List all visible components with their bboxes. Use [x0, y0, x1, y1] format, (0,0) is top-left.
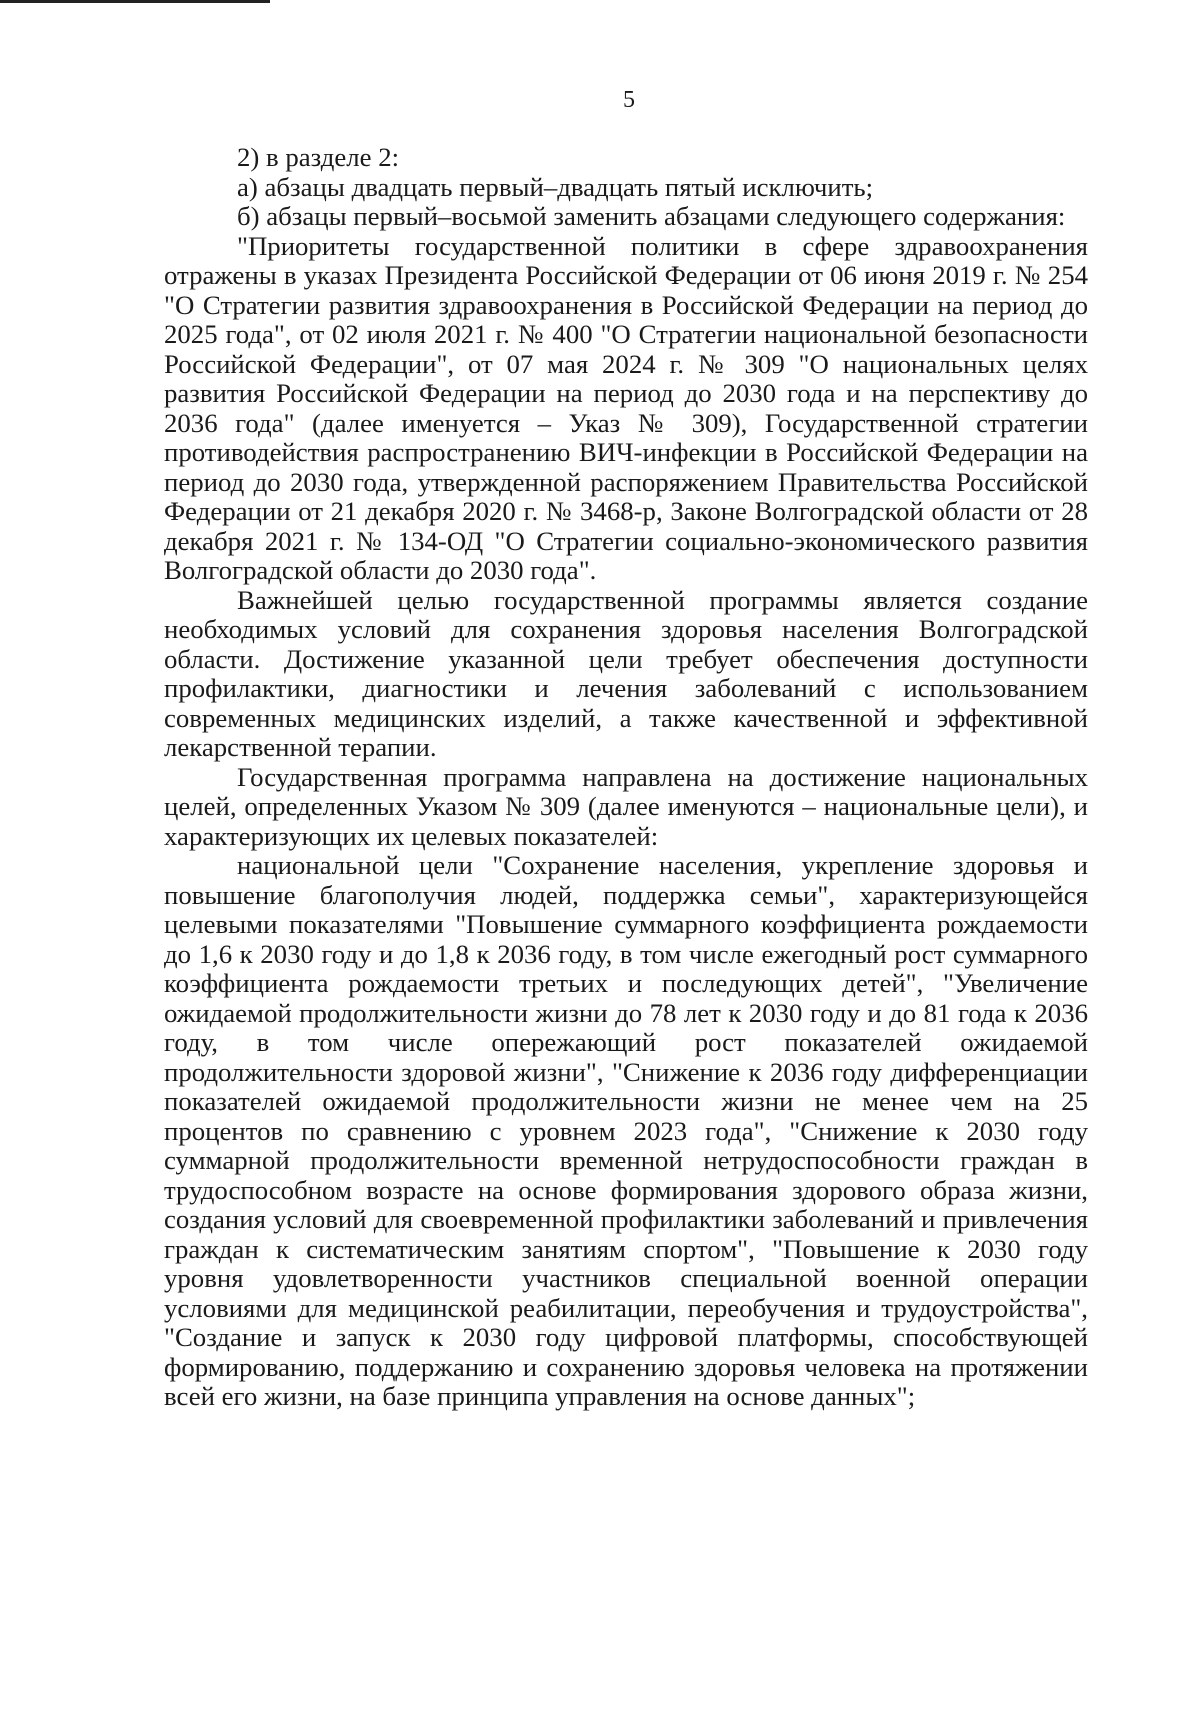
paragraph-item-b: б) абзацы первый–восьмой заменить абзацами следующего содержания:: [237, 201, 1066, 231]
paragraph-program-direction: Государственная программа направлена на достижение национальных целей, определенных Указом № 309 (далее именуются – национальные цели), и характеризующих их целевых показателей:: [164, 761, 1088, 851]
paragraph-item-a: а) абзацы двадцать первый–двадцать пятый исключить;: [237, 171, 874, 202]
page-number: 5: [623, 87, 635, 113]
document-body: [164, 143, 1088, 1412]
scan-edge-mark: [0, 0, 270, 3]
paragraph-section-2: 2) в разделе 2:: [237, 142, 400, 172]
paragraph-national-goal: национальной цели "Сохранение населения, укрепление здоровья и повышение благополучия людей, поддержка семьи", характеризующейся целевыми показателями "Повышение суммарного коэффициента рождаемости до 1,6 к 2030 году и до 1,8 к 2036 году, в том числе ежегодный рост суммарного коэффициента рождаемости третьих и последующих детей", "Увеличение ожидаемой продолжительности жизни до 78 лет к 2030 году и до 81 года к 2036 году, в том числе опережающий рост показателей ожидаемой продолжительности здоровой жизни", "Снижение к 2036 году дифференциации показателей ожидаемой продолжительности жизни не менее чем на 25 процентов по сравнению с уровнем 2023 года", "Снижение к 2030 году суммарной продолжительности временной нетрудоспособности граждан в трудоспособном возрасте на основе формирования здорового образа жизни, создания условий для своевременной профилактики заболеваний и привлечения граждан к систематическим занятиям спортом", "Повышение к 2030 году уровня удовлетворенности участников специальной военной операции условиями для медицинской реабилитации, переобучения и трудоустройства", "Создание и запуск к 2030 году цифровой платформы, способствующей формированию, поддержанию и сохранению здоровья человека на протяжении всей его жизни, на базе принципа управления на основе данных";: [164, 850, 1088, 1411]
paragraph-priorities: "Приоритеты государственной политики в сфере здравоохранения отражены в указах Президента Российской Федерации от 06 июня 2019 г. № 254 "О Стратегии развития здравоохранения в Российской Федерации на период до 2025 года", от 02 июля 2021 г. № 400 "О Стратегии национальной безопасности Российской Федерации", от 07 мая 2024 г. № 309 "О национальных целях развития Российской Федерации на период до 2030 года и на перспективу до 2036 года" (далее именуется – Указ № 309), Государственной стратегии противодействия распространению ВИЧ-инфекции в Российской Федерации на период до 2030 года, утвержденной распоряжением Правительства Российской Федерации от 21 декабря 2020 г. № 3468-р, Законе Волгоградской области от 28 декабря 2021 г. № 134-ОД "О Стратегии социально-экономического развития Волгоградской области до 2030 года".: [164, 230, 1088, 585]
paragraph-main-goal: Важнейшей целью государственной программы является создание необходимых условий для сохранения здоровья населения Волгоградской области. Достижение указанной цели требует обеспечения доступности профилактики, диагностики и лечения заболеваний с использованием современных медицинских изделий, а также качественной и эффективной лекарственной терапии.: [164, 584, 1088, 762]
